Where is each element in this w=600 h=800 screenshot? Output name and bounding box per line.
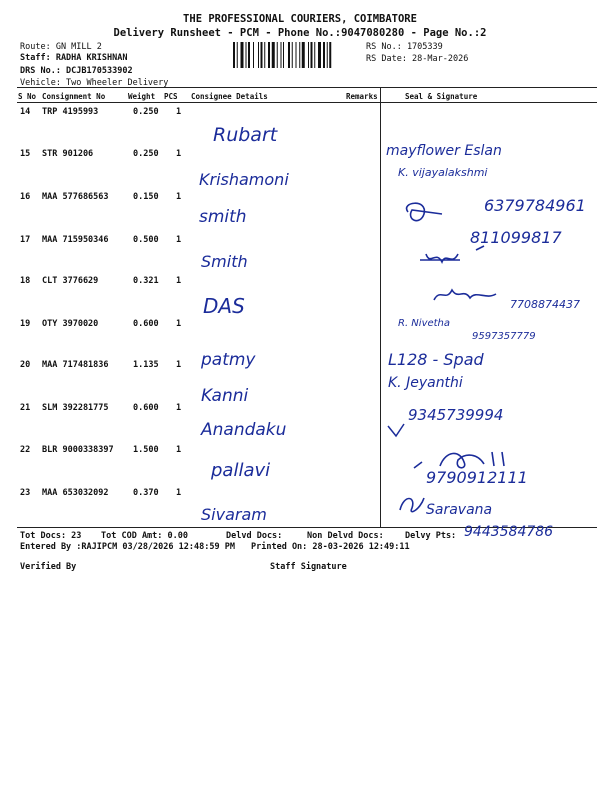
row-pcs: 1 [176, 488, 182, 498]
row-pcs: 1 [176, 192, 182, 202]
rs-number: RS No.: 1705339 [366, 42, 443, 52]
barcode-bar [272, 42, 275, 68]
row-sno: 20 [20, 360, 31, 370]
row-consignee-handwriting: Anandaku [201, 420, 287, 440]
barcode-bar [314, 42, 315, 68]
row-sno: 19 [20, 319, 31, 329]
row-seal-handwriting: 9345739994 [408, 406, 504, 424]
row-seal-handwriting: L128 - Spad [388, 350, 484, 369]
signature-scribble-mark [410, 446, 530, 474]
header-weight: Weight [128, 92, 156, 101]
row-seal-handwriting: 7708874437 [510, 298, 580, 311]
row-consignment: MAA 653032092 [42, 488, 109, 498]
row-consignee-handwriting: Krishamoni [199, 170, 289, 189]
barcode-bar [277, 42, 278, 68]
barcode-bar [264, 42, 265, 68]
barcode [233, 42, 361, 68]
signature-scribble-mark [394, 490, 434, 516]
row-weight: 0.600 [133, 403, 159, 413]
barcode-bar [308, 42, 309, 68]
row-weight: 0.600 [133, 319, 159, 329]
row-consignment: MAA 577686563 [42, 192, 109, 202]
barcode-bar [311, 42, 313, 68]
row-consignment: OTY 3970020 [42, 319, 99, 329]
barcode-bar [283, 42, 284, 68]
row-consignment: MAA 715950346 [42, 235, 109, 245]
staff-label: Staff: RADHA KRISHNAN [20, 53, 128, 63]
row-consignment: STR 901206 [42, 149, 94, 159]
rs-date: RS Date: 28-Mar-2026 [366, 54, 469, 64]
route-label: Route: GN MILL 2 [20, 42, 102, 52]
row-pcs: 1 [176, 319, 182, 329]
row-seal-handwriting: 9597357779 [472, 331, 536, 342]
row-consignee-handwriting: DAS [203, 294, 245, 318]
row-consignment: TRP 4195993 [42, 107, 99, 117]
verified-by: Verified By [20, 562, 77, 572]
row-seal-handwriting: K. Jeyanthi [388, 375, 463, 391]
table-header-border [17, 102, 597, 103]
header-pcs: PCS [164, 92, 178, 101]
total-docs: Tot Docs: 23 [20, 531, 82, 541]
row-seal-handwriting: R. Nivetha [398, 318, 451, 329]
row-seal-handwriting: 9790912111 [426, 468, 528, 487]
staff-signature: Staff Signature [270, 562, 347, 572]
row-pcs: 1 [176, 360, 182, 370]
row-sno: 23 [20, 488, 31, 498]
row-pcs: 1 [176, 276, 182, 286]
drs-label: DRS No.: DCJB170533902 [20, 66, 133, 76]
signature-scribble-mark [386, 420, 426, 440]
row-pcs: 1 [176, 403, 182, 413]
row-sno: 16 [20, 192, 31, 202]
barcode-bar [288, 42, 290, 68]
row-seal-handwriting: Saravana [426, 502, 493, 518]
barcode-bar [246, 42, 247, 68]
barcode-bar [296, 42, 297, 68]
vehicle-label: Vehicle: Two Wheeler Delivery [20, 78, 169, 88]
barcode-bar [329, 42, 331, 68]
printed-on: Printed On: 28-03-2026 12:49:11 [251, 542, 410, 552]
barcode-bar [261, 42, 263, 68]
row-weight: 0.370 [133, 488, 159, 498]
row-sno: 14 [20, 107, 31, 117]
row-seal-handwriting: 811099817 [470, 228, 562, 247]
total-cod-amount: Tot COD Amt: 0.00 [101, 531, 188, 541]
row-weight: 0.500 [133, 235, 159, 245]
row-weight: 0.250 [133, 107, 159, 117]
remarks-divider [380, 87, 381, 527]
barcode-bar [241, 42, 244, 68]
row-consignment: BLR 9000338397 [42, 445, 114, 455]
row-consignee-handwriting: pallavi [211, 460, 271, 481]
barcode-bar [302, 42, 305, 68]
barcode-bar [292, 42, 293, 68]
row-consignment: MAA 717481836 [42, 360, 109, 370]
entered-by: Entered By :RAJIPCM 03/28/2026 12:48:59 PM [20, 542, 235, 552]
row-consignee-handwriting: patmy Kanni [201, 350, 256, 406]
row-sno: 15 [20, 149, 31, 159]
header-remarks: Remarks [346, 92, 378, 101]
row-sno: 22 [20, 445, 31, 455]
barcode-bar [253, 42, 254, 68]
row-weight: 1.135 [133, 360, 159, 370]
signature-scribble-mark [430, 282, 510, 306]
document-subtitle: Delivery Runsheet - PCM - Phone No.:9047080280 - Page No.:2 [113, 27, 487, 39]
row-pcs: 1 [176, 445, 182, 455]
delivery-points: Delvy Pts: [405, 531, 457, 541]
row-seal-handwriting: mayflower Eslan [386, 143, 502, 159]
header-consignment: Consignment No [42, 92, 106, 101]
row-weight: 0.321 [133, 276, 159, 286]
row-seal-handwriting: 6379784961 [484, 196, 586, 215]
row-consignee-handwriting: Sivaram [201, 505, 267, 524]
barcode-bar [281, 42, 282, 68]
row-sno: 17 [20, 235, 31, 245]
signature-scribble-mark [380, 190, 490, 280]
delivered-docs: Delvd Docs: [226, 531, 283, 541]
header-seal-signature: Seal & Signature [405, 92, 478, 101]
row-weight: 0.150 [133, 192, 159, 202]
row-pcs: 1 [176, 107, 182, 117]
row-weight: 0.250 [133, 149, 159, 159]
row-pcs: 1 [176, 149, 182, 159]
barcode-bar [327, 42, 328, 68]
barcode-bar [323, 42, 325, 68]
non-delivered-docs: Non Delvd Docs: [307, 531, 384, 541]
header-consignee: Consignee Details [191, 92, 268, 101]
barcode-bar [258, 42, 259, 68]
delivery-points-handwriting: 9443584786 [464, 524, 554, 540]
barcode-bar [268, 42, 270, 68]
row-consignee-handwriting: Rubart [213, 124, 278, 146]
row-pcs: 1 [176, 235, 182, 245]
table-top-border [17, 87, 597, 88]
row-consignee-handwriting: smith [199, 207, 247, 227]
barcode-bar [299, 42, 300, 68]
row-weight: 1.500 [133, 445, 159, 455]
row-sno: 18 [20, 276, 31, 286]
barcode-bar [248, 42, 250, 68]
barcode-bar [318, 42, 321, 68]
row-seal-handwriting: K. vijayalakshmi [398, 166, 488, 179]
barcode-bar [233, 42, 235, 68]
row-sno: 21 [20, 403, 31, 413]
row-consignment: SLM 392281775 [42, 403, 109, 413]
row-consignee-handwriting: Smith [201, 252, 248, 271]
header-sno: S No [18, 92, 37, 101]
row-consignment: CLT 3776629 [42, 276, 99, 286]
barcode-bar [237, 42, 238, 68]
document-title: THE PROFESSIONAL COURIERS, COIMBATORE [183, 13, 417, 25]
